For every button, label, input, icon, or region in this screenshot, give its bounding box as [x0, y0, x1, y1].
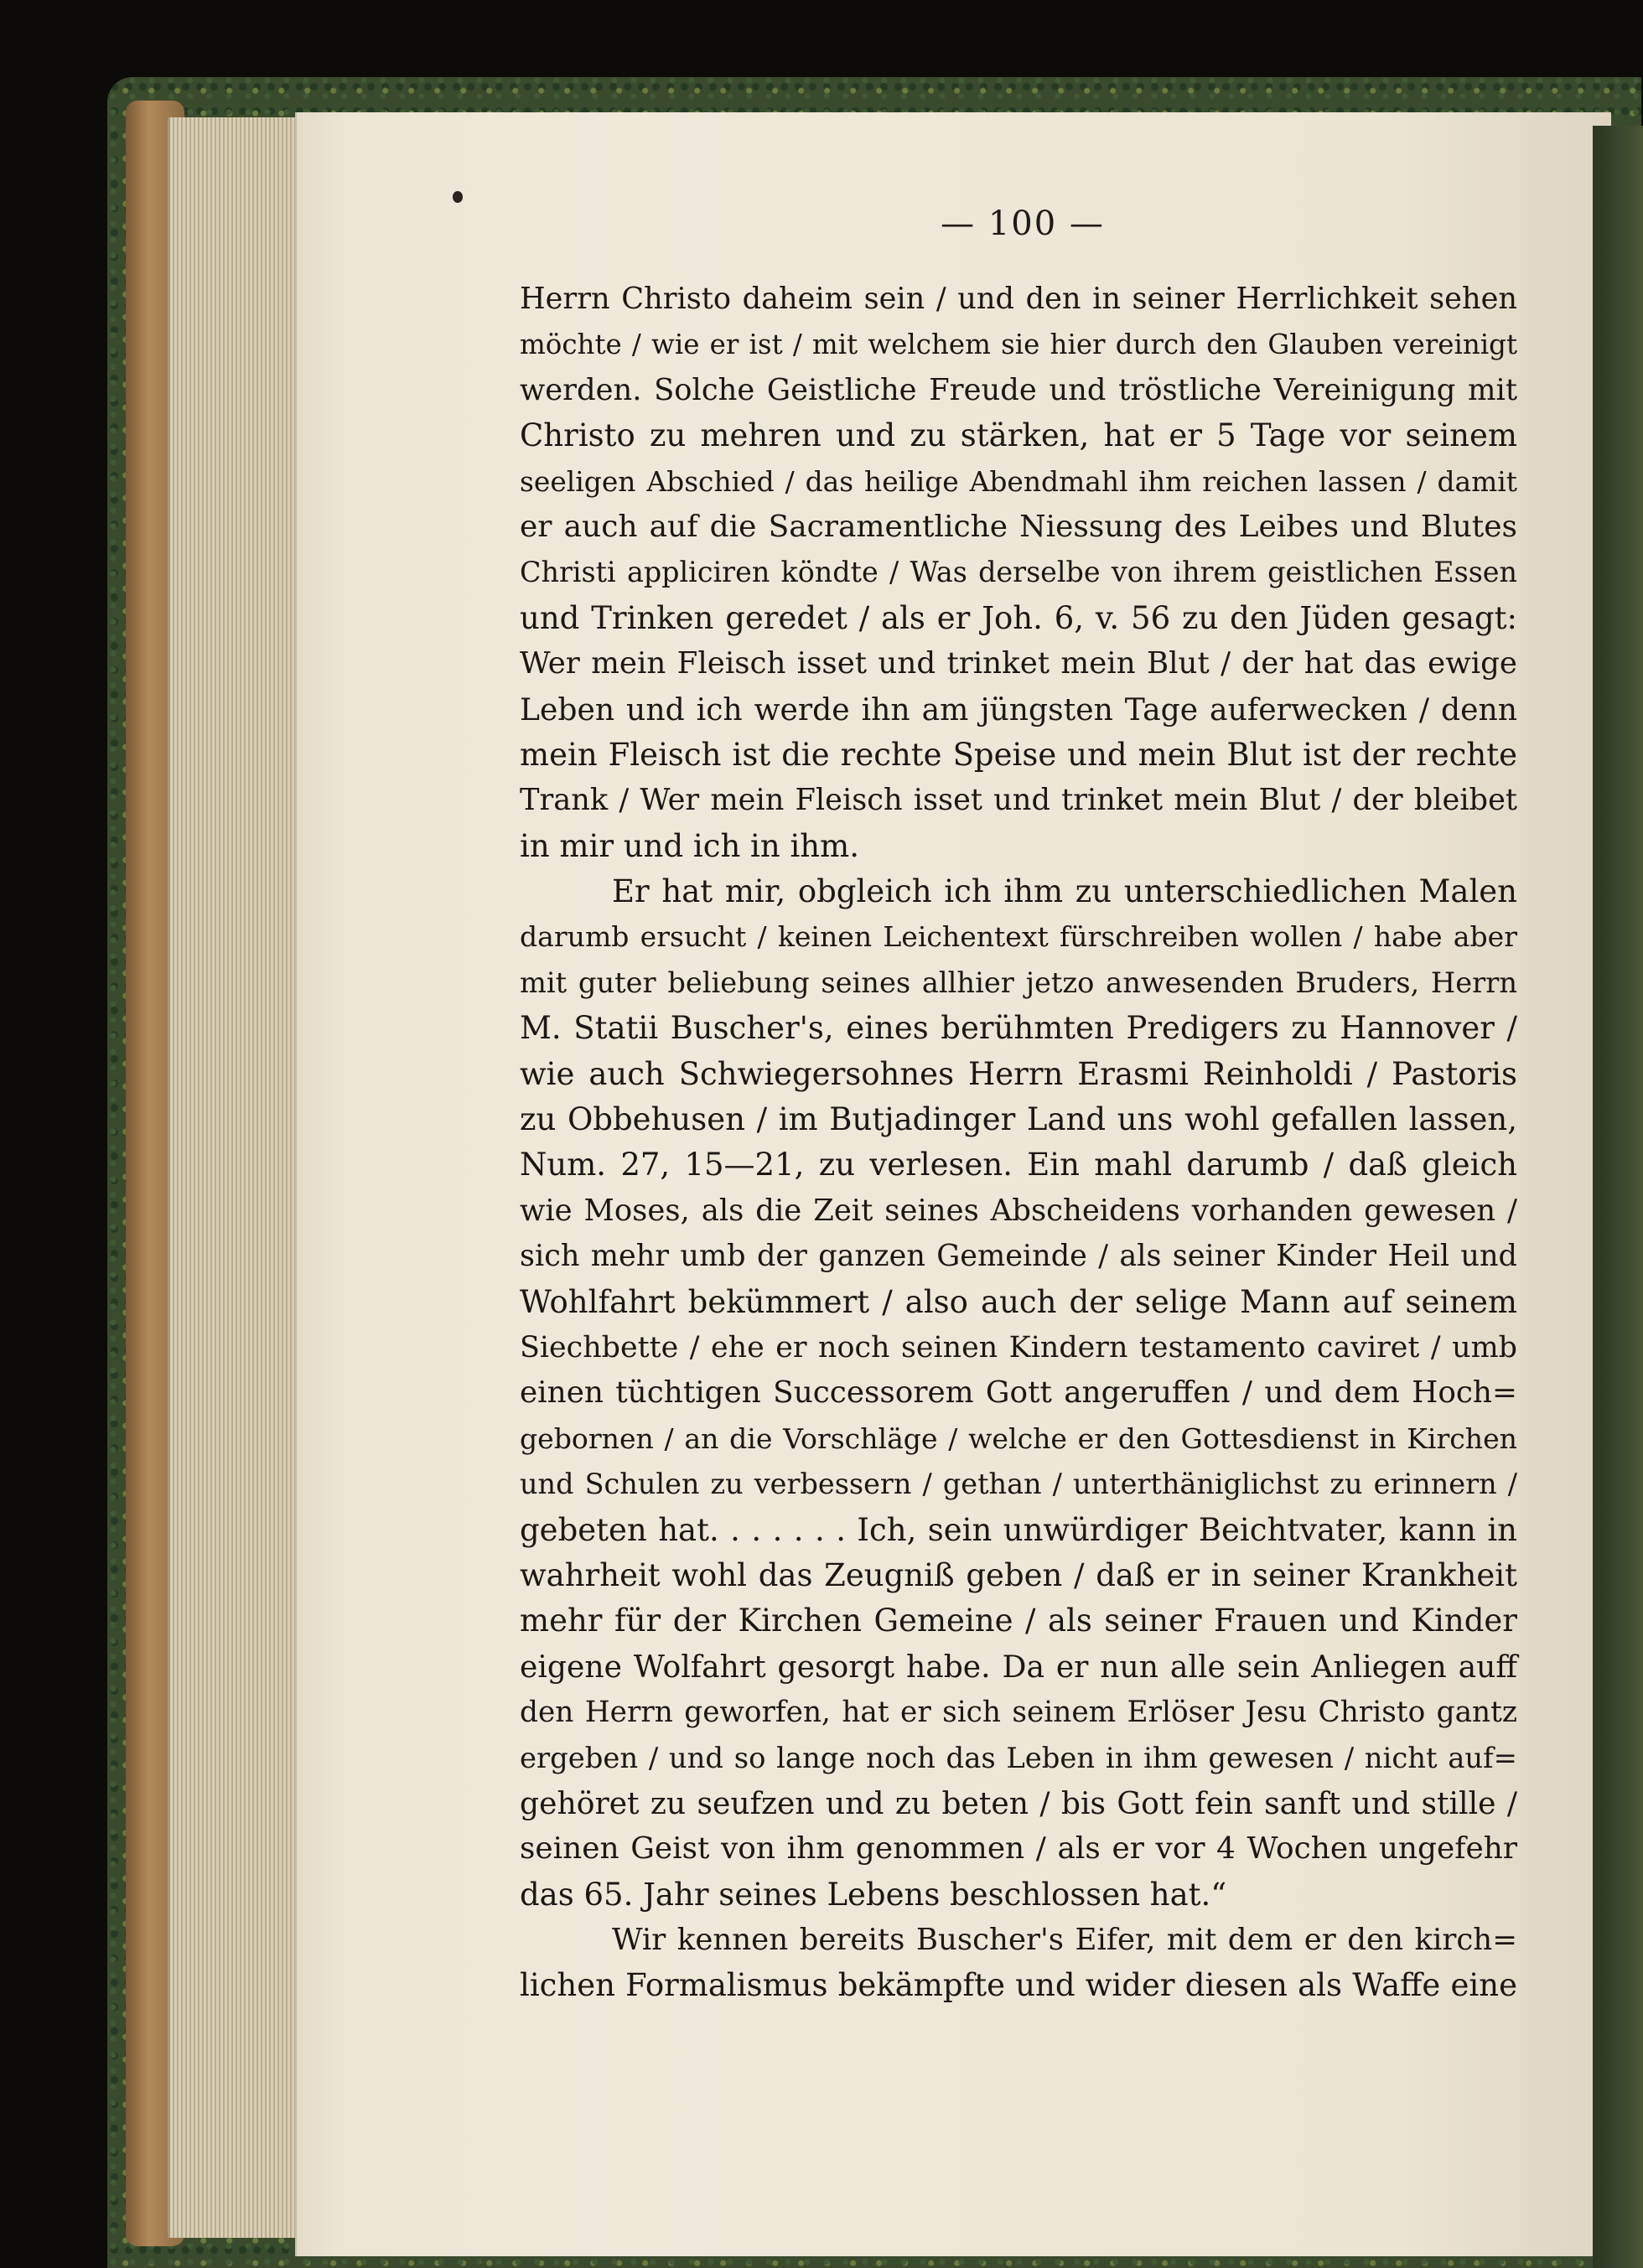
text-line: einen tüchtigen Successorem Gott angeruffen / und dem Hoch=	[520, 1375, 1517, 1411]
text-line: wie auch Schwiegersohnes Herrn Erasmi Reinholdi / Pastoris	[520, 1055, 1517, 1092]
text-line: gebornen / an die Vorschläge / welche er den Gottesdienst in Kirchen	[520, 1421, 1517, 1455]
text-line: ergeben / und so lange noch das Leben in ihm gewesen / nicht auf=	[520, 1741, 1517, 1774]
text-line: seeligen Abschied / das heilige Abendmahl ihm reichen lassen / damit	[520, 464, 1517, 498]
text-line: Wer mein Fleisch isset und trinket mein Blut / der hat das ewige	[520, 646, 1517, 681]
text-line: eigene Wolfahrt gesorgt habe. Da er nun alle sein Anliegen auff	[520, 1648, 1517, 1685]
text-line: er auch auf die Sacramentliche Niessung des Leibes und Blutes	[520, 509, 1517, 544]
page-edges	[168, 117, 304, 2238]
text-line: und Schulen zu verbessern / gethan / unterthäniglichst zu erinnern /	[520, 1468, 1517, 1501]
text-line: lichen Formalismus bekämpfte und wider diesen als Waffe eine	[520, 1967, 1517, 2004]
text-line: Wir kennen bereits Buscher's Eifer, mit dem er den kirch=	[612, 1923, 1517, 1958]
text-line: mein Fleisch ist die rechte Speise und mein Blut ist der rechte	[520, 736, 1517, 773]
text-line: möchte / wie er ist / mit welchem sie hier durch den Glauben vereinigt	[520, 329, 1517, 361]
text-line: Herrn Christo daheim sein / und den in seiner Herrlichkeit sehen	[520, 282, 1517, 316]
text-line: zu Obbehusen / im Butjadinger Land uns wohl gefallen lassen,	[520, 1101, 1517, 1138]
text-line: das 65. Jahr seines Lebens beschlossen hat.“	[520, 1876, 1227, 1913]
text-line: M. Statii Buscher's, eines berühmten Predigers zu Hannover /	[520, 1010, 1517, 1047]
text-line: wahrheit wohl das Zeugniß geben / daß er in seiner Krankheit	[520, 1556, 1517, 1593]
text-line: wie Moses, als die Zeit seines Abscheidens vorhanden gewesen /	[520, 1193, 1517, 1228]
text-line: Leben und ich werde ihn am jüngsten Tage auferwecken / denn	[520, 691, 1517, 728]
text-line: seinen Geist von ihm genommen / als er vor 4 Wochen ungefehr	[520, 1831, 1517, 1867]
text-line: Trank / Wer mein Fleisch isset und trinket mein Blut / der bleibet	[520, 783, 1517, 818]
body-text	[520, 277, 1517, 2009]
ink-spot	[453, 191, 463, 203]
text-line: gehöret zu seufzen und zu beten / bis Gott fein sanft und stille /	[520, 1784, 1517, 1821]
text-line: mit guter beliebung seines allhier jetzo anwesenden Bruders, Herrn	[520, 966, 1517, 999]
page-number-header: — 100 —	[941, 205, 1105, 243]
text-line: werden. Solche Geistliche Freude und tröstliche Vereinigung mit	[520, 372, 1517, 407]
opposite-page-edge	[1593, 126, 1643, 2268]
text-line: Siechbette / ehe er noch seinen Kindern testamento caviret / umb	[520, 1330, 1517, 1364]
text-line: Num. 27, 15—21, zu verlesen. Ein mahl darumb / daß gleich	[520, 1147, 1517, 1183]
text-line: gebeten hat. . . . . . . Ich, sein unwürdiger Beichtvater, kann in	[520, 1511, 1517, 1548]
text-line: den Herrn geworfen, hat er sich seinem Erlöser Jesu Christo gantz	[520, 1696, 1517, 1730]
text-line: sich mehr umb der ganzen Gemeinde / als seiner Kinder Heil und	[520, 1239, 1517, 1274]
text-line: in mir und ich in ihm.	[520, 827, 859, 864]
text-line: Er hat mir, obgleich ich ihm zu unterschiedlichen Malen	[612, 873, 1517, 910]
text-line: Christo zu mehren und zu stärken, hat er 5 Tage vor seinem	[520, 417, 1517, 454]
text-line: Wohlfahrt bekümmert / also auch der selige Mann auf seinem	[520, 1283, 1517, 1320]
text-line: und Trinken geredet / als er Joh. 6, v. 56 zu den Jüden gesagt:	[520, 599, 1517, 636]
text-line: mehr für der Kirchen Gemeine / als seiner Frauen und Kinder	[520, 1603, 1517, 1639]
text-line: darumb ersucht / keinen Leichentext fürschreiben wollen / habe aber	[520, 920, 1517, 954]
text-line: Christi appliciren köndte / Was derselbe von ihrem geistlichen Essen	[520, 556, 1517, 589]
